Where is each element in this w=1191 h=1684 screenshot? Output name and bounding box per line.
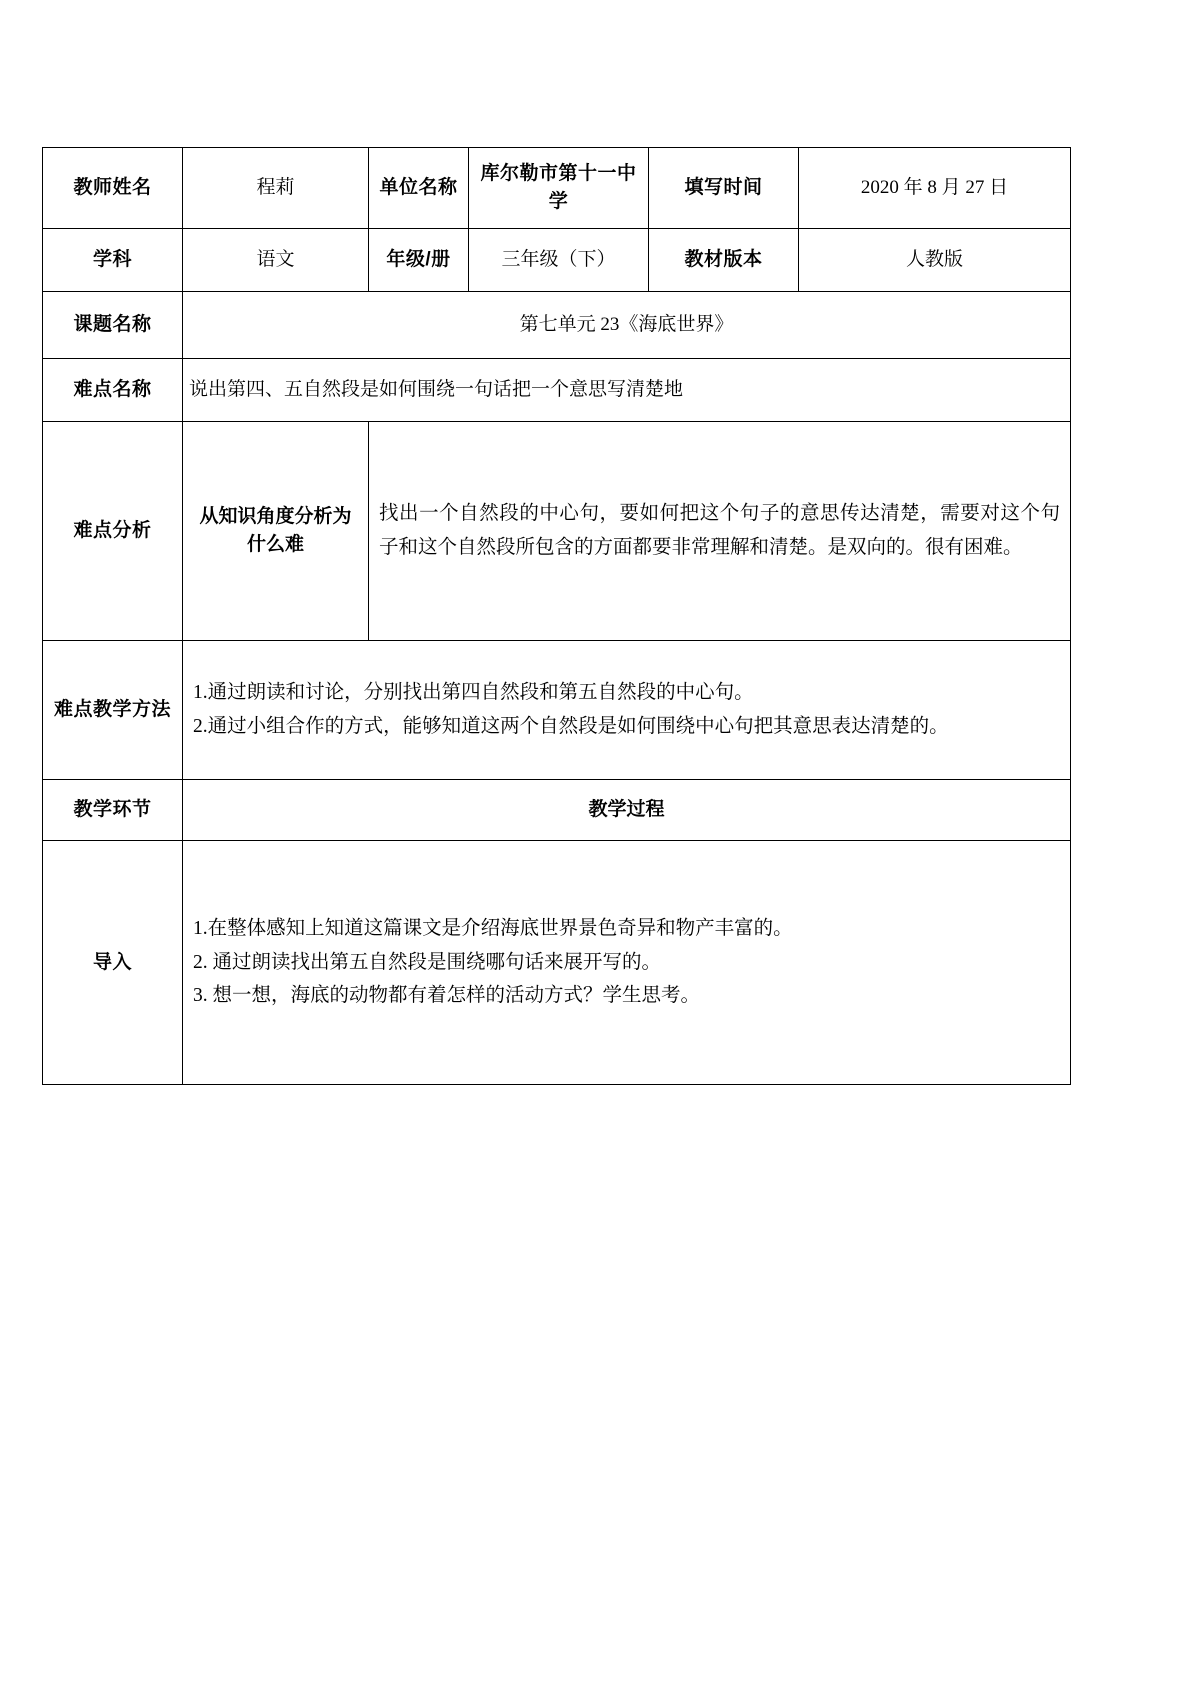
intro-line-2: 2. 通过朗读找出第五自然段是围绕哪句话来展开写的。 [193,951,662,973]
fill-time-value: 2020 年 8 月 27 日 [799,148,1071,229]
intro-label: 导入 [43,841,183,1085]
intro-line-3: 3. 想一想，海底的动物都有着怎样的活动方式？学生思考。 [193,985,701,1007]
teaching-method-body [183,641,1071,780]
teaching-process-label: 教学过程 [183,780,1071,841]
grade-value: 三年级（下） [469,229,649,292]
table-row-topic [43,292,1071,359]
table-row-subject-info [43,229,1071,292]
lesson-plan-sheet [42,147,1070,1085]
topic-value: 第七单元 23《海底世界》 [183,292,1071,359]
intro-line-1: 1.在整体感知上知道这篇课文是介绍海底世界景色奇异和物产丰富的。 [193,918,793,940]
table-row-teaching-method [43,641,1071,780]
difficulty-name-label: 难点名称 [43,359,183,422]
subject-label: 学科 [43,229,183,292]
difficulty-analysis-text: 找出一个自然段的中心句，要如何把这个句子的意思传达清楚，需要对这个句子和这个自然段所包含的方面都要非常理解和清楚。是双向的。很有困难。 [379,503,1060,558]
difficulty-analysis-sub-label: 从知识角度分析为什么难 [183,422,369,641]
difficulty-name-value: 说出第四、五自然段是如何围绕一句话把一个意思写清楚地 [183,359,1071,422]
teaching-method-line-2: 2.通过小组合作的方式，能够知道这两个自然段是如何围绕中心句把其意思表达清楚的。 [193,716,949,737]
lesson-plan-table [42,147,1071,1085]
teaching-step-label: 教学环节 [43,780,183,841]
grade-label: 年级/册 [369,229,469,292]
teaching-method-label: 难点教学方法 [43,641,183,780]
subject-value: 语文 [183,229,369,292]
table-row-process-header [43,780,1071,841]
difficulty-analysis-label: 难点分析 [43,422,183,641]
fill-time-label: 填写时间 [649,148,799,229]
unit-name-label: 单位名称 [369,148,469,229]
teaching-method-line-1: 1.通过朗读和讨论，分别找出第四自然段和第五自然段的中心句。 [193,682,754,704]
table-row-difficulty-analysis [43,422,1071,641]
textbook-version-value: 人教版 [799,229,1071,292]
topic-label: 课题名称 [43,292,183,359]
table-row-teacher-info [43,148,1071,229]
table-row-intro [43,841,1071,1085]
unit-name-value: 库尔勒市第十一中学 [469,148,649,229]
textbook-version-label: 教材版本 [649,229,799,292]
table-row-difficulty-name [43,359,1071,422]
intro-body [183,841,1071,1085]
teacher-name-label: 教师姓名 [43,148,183,229]
difficulty-analysis-body [369,422,1071,641]
teacher-name-value: 程莉 [183,148,369,229]
